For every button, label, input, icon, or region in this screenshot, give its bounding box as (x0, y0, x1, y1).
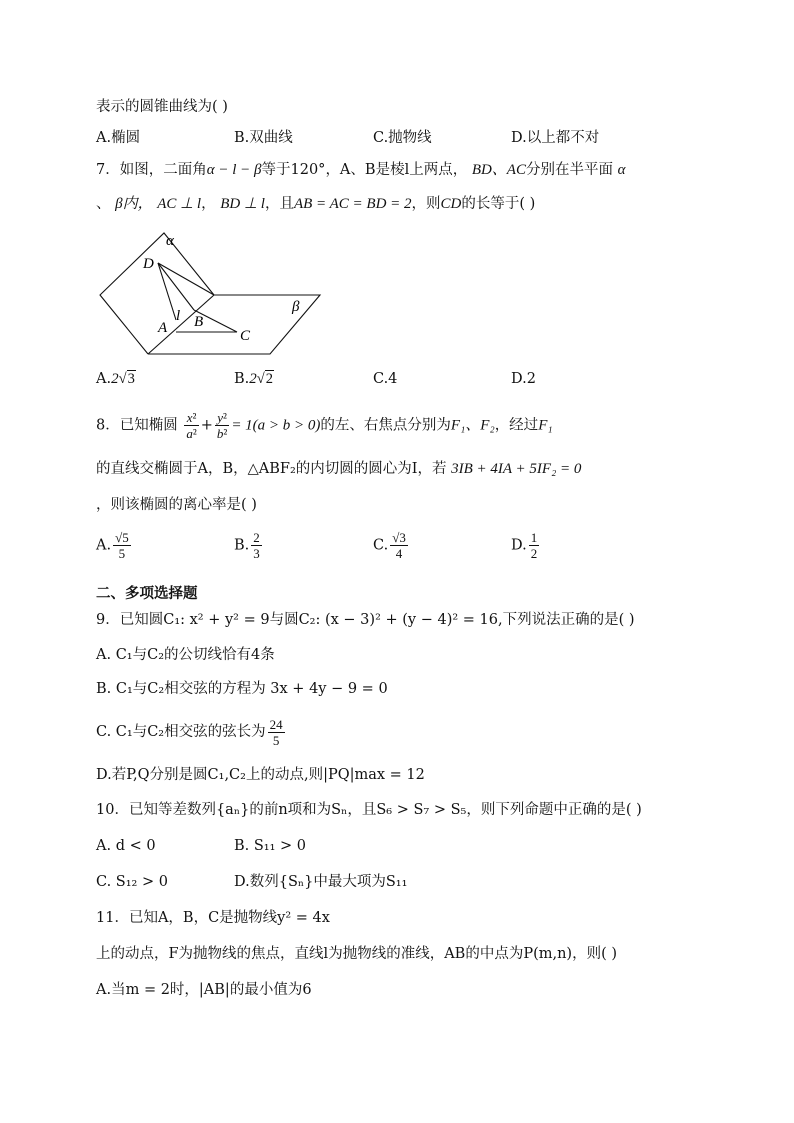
q6-stem-tail: 表示的圆锥曲线为( ) (96, 99, 228, 115)
q9-option-b: B. C₁与C₂相交弦的方程为 3x + 4y − 9 = 0 (96, 681, 388, 697)
q8-option-d: D. $\frac{1}{2}$ (511, 530, 538, 561)
label-l: l (176, 308, 181, 324)
q8-option-b: B. $\frac{2}{3}$ (234, 530, 260, 561)
q8-stem-line1: 8．已知椭圆 $\frac{\text{x²}}{\text{a²}}$ + $\frac{\text{y²}}{\text{b²}}$ = 1(a > b > 0)的左、右焦点分别为F₁、F₂，经过F₁ (96, 410, 553, 441)
plane-alpha-edge (100, 233, 214, 354)
q7-dihedral-figure (96, 228, 326, 358)
label-b: B (194, 314, 204, 330)
label-a: A (158, 320, 168, 336)
q10-option-d: D.数列{Sₙ}中最大项为S₁₁ (234, 874, 408, 890)
q10-option-c: C. S₁₂ > 0 (96, 874, 168, 890)
q11-stem-line1: 11．已知A，B，C是抛物线y² = 4x (96, 910, 330, 926)
q6-option-d: D.以上都不对 (511, 130, 600, 146)
ellipse-x-term: $\frac{\text{x²}}{\text{a²}}$ (186, 410, 197, 441)
label-c: C (240, 328, 251, 344)
q7-option-d: D.2 (511, 371, 536, 387)
q7-option-b: B.2√2 (234, 371, 273, 387)
label-alpha: α (166, 233, 174, 249)
q7-stem-line2: 、 β内， AC ⊥ l， BD ⊥ l，且AB = AC = BD = 2，则CD的长等于( ) (96, 196, 536, 212)
q7-stem-line1: 7．如图，二面角α − l − β等于120°，A、B是棱l上两点， BD、AC分别在半平面 α (96, 162, 626, 178)
q9-stem: 9．已知圆C₁: x² + y² = 9与圆C₂: (x − 3)² + (y − 4)² = 16,下列说法正确的是( ) (96, 612, 635, 628)
q11-stem-line2: 上的动点，F为抛物线的焦点，直线l为抛物线的准线，AB的中点为P(m,n)，则( ) (96, 946, 618, 962)
segment-db (158, 263, 194, 310)
q10-option-a: A. d < 0 (96, 838, 156, 854)
q7-option-c: C.4 (373, 371, 398, 387)
ellipse-y-term: $\frac{\text{y²}}{\text{b²}}$ (216, 410, 228, 441)
q6-option-b: B.双曲线 (234, 130, 293, 146)
q10-stem: 10．已知等差数列{aₙ}的前n项和为Sₙ，且S₆ > S₇ > S₅，则下列命题中正确的是( ) (96, 802, 642, 818)
q9-option-c: C. C₁与C₂相交弦的弦长为 $\frac{24}{5}$ (96, 716, 283, 748)
label-d: D (143, 256, 154, 272)
q9-option-a: A. C₁与C₂的公切线恰有4条 (96, 647, 275, 663)
q10-option-b: B. S₁₁ > 0 (234, 838, 307, 854)
section-heading-multiple-choice: 二、多项选择题 (96, 586, 198, 602)
q8-option-a: A. $\frac{√5}{5}$ (96, 530, 129, 561)
q7-option-a: A.2√3 (96, 371, 135, 387)
q9-option-d: D.若P,Q分别是圆C₁,C₂上的动点,则|PQ|max = 12 (96, 767, 425, 783)
q8-stem-line3: ，则该椭圆的离心率是( ) (96, 497, 257, 513)
q6-option-c: C.抛物线 (373, 130, 432, 146)
label-beta: β (292, 299, 300, 315)
q11-option-a: A.当m = 2时，|AB|的最小值为6 (96, 982, 312, 998)
q6-option-a: A.椭圆 (96, 130, 141, 146)
q8-stem-line2: 的直线交椭圆于A，B，△ABF₂的内切圆的圆心为I，若 3IB + 4IA + 5IF₂ = 0 (96, 461, 582, 477)
q8-option-c: C. $\frac{√3}{4}$ (373, 530, 406, 561)
